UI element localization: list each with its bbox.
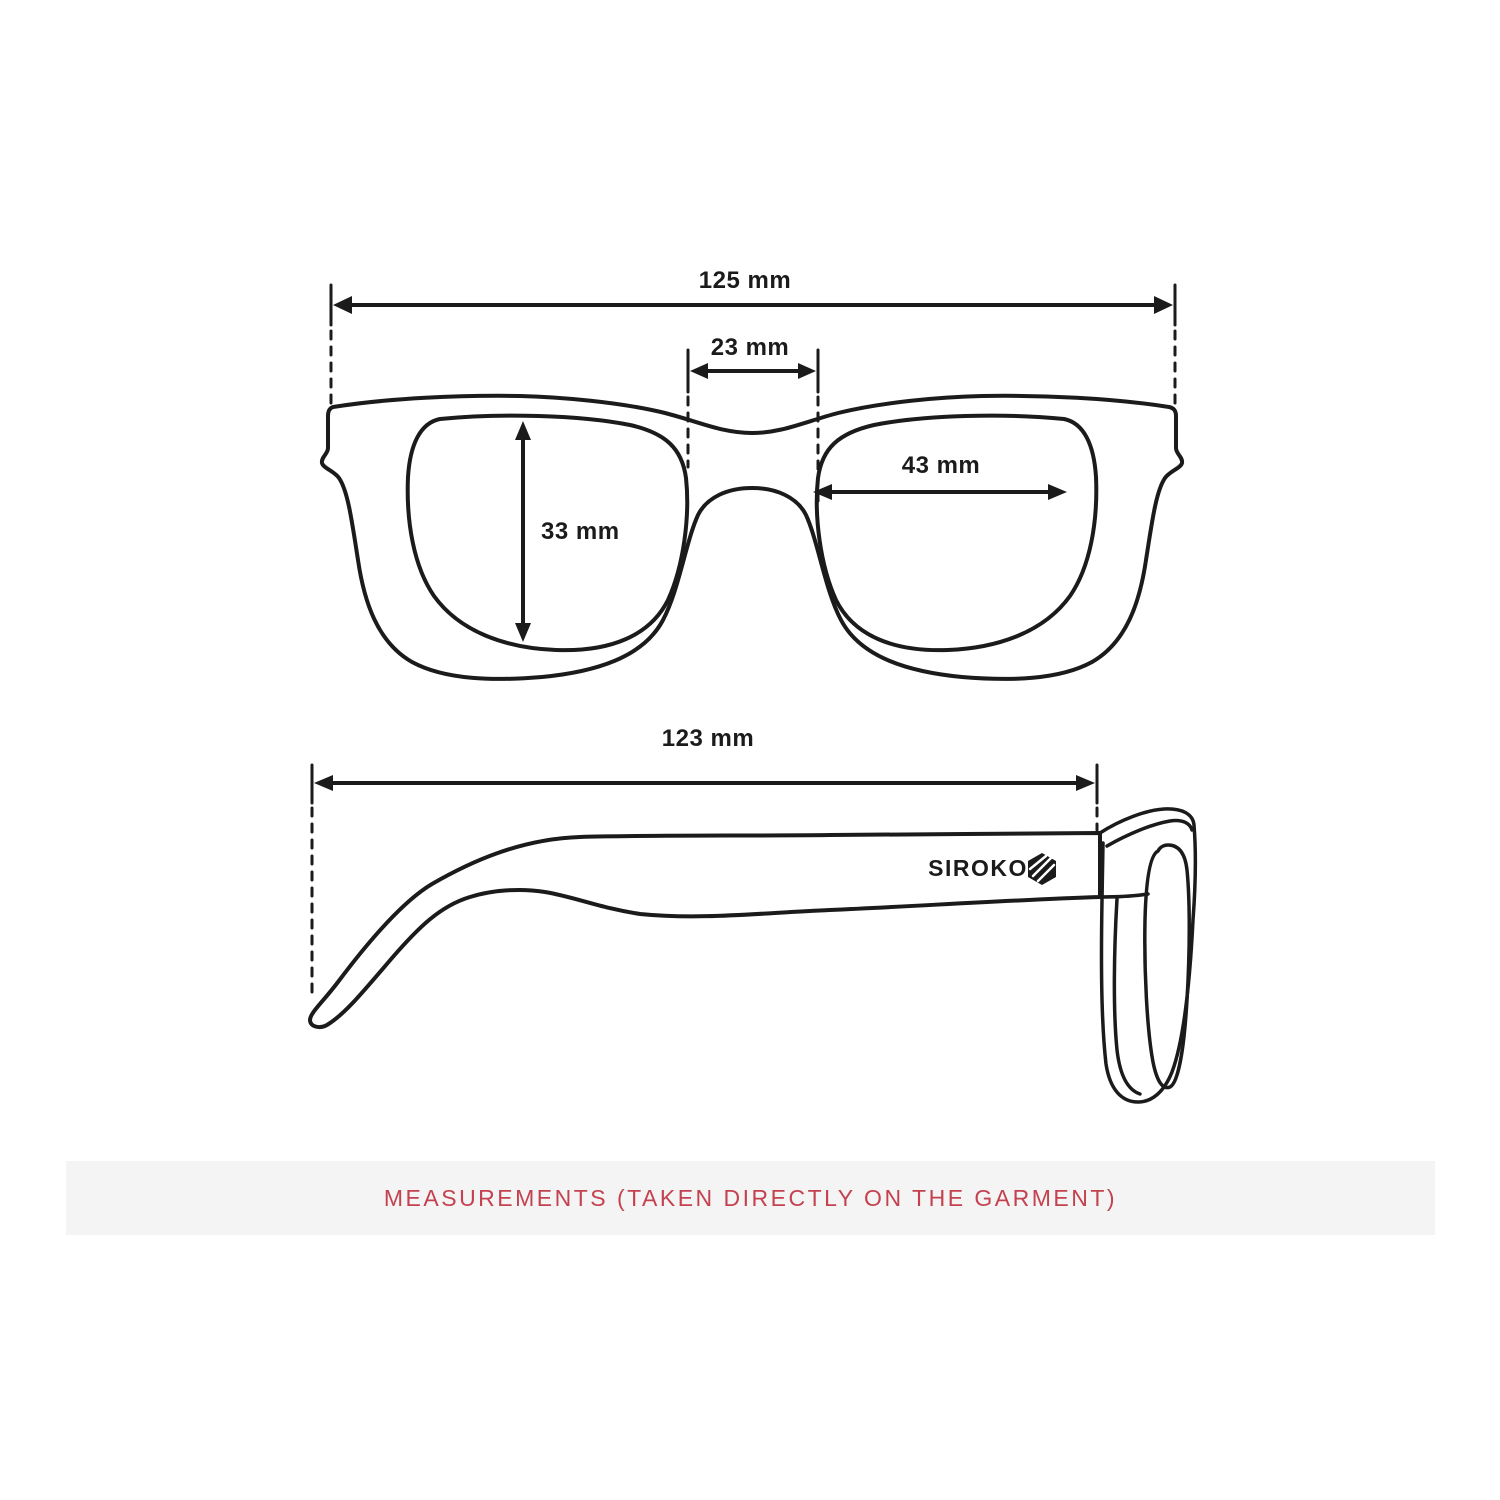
- rim-inner-top-edge: [1107, 820, 1192, 846]
- bridge-width-label: 23 mm: [710, 334, 790, 361]
- temple-length-label: 123 mm: [661, 725, 755, 752]
- arrowhead-right: [1154, 296, 1173, 314]
- side-view: [310, 765, 1195, 1102]
- arrowhead-left: [333, 296, 352, 314]
- arrowhead-left: [314, 775, 333, 791]
- total-width-label: 125 mm: [698, 267, 792, 294]
- dimension-lens-width: [813, 484, 1067, 500]
- frame-front-side-profile: [1100, 809, 1195, 1102]
- footer-note-text: MEASUREMENTS (TAKEN DIRECTLY ON THE GARMENT): [383, 1184, 1118, 1211]
- temple-bottom-extension: [1100, 894, 1148, 897]
- arrowhead-down: [515, 623, 531, 642]
- footer-band: [66, 1161, 1435, 1235]
- arrowhead-right: [1048, 484, 1067, 500]
- arrowhead-up: [515, 421, 531, 440]
- rim-thickness-line: [1114, 899, 1140, 1094]
- arrowhead-left: [690, 363, 708, 379]
- dimension-lens-height: [515, 421, 531, 642]
- siroko-hex-logo-icon: [1028, 853, 1056, 885]
- dimension-temple-length: [312, 765, 1097, 1000]
- side-lens-outline: [1145, 845, 1189, 1088]
- arrowhead-right: [798, 363, 816, 379]
- siroko-brand-text: SIROKO: [928, 855, 1028, 881]
- front-frame-outline: [322, 396, 1182, 679]
- arrowhead-right: [1076, 775, 1095, 791]
- right-lens-outline: [817, 416, 1096, 651]
- lens-width-label: 43 mm: [901, 452, 981, 479]
- lens-height-label: 33 mm: [541, 518, 620, 545]
